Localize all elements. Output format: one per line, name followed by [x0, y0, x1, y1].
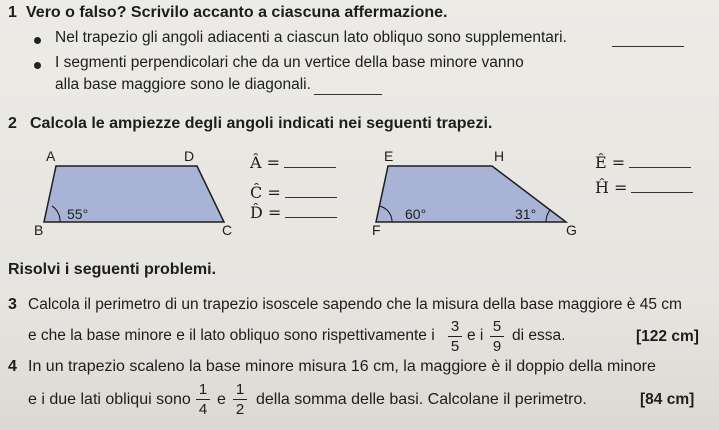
p4-f2-numerator: 1 — [235, 381, 245, 398]
p4-line-2b: della somma delle basi. Calcolane il perimetro. — [256, 391, 587, 408]
angle-g-value: 31° — [515, 206, 537, 222]
bullet-1 — [34, 37, 41, 44]
ex2-title: Calcola le ampiezze degli angoli indicati nei seguenti trapezi. — [30, 115, 493, 132]
p3-f2-numerator: 5 — [492, 318, 502, 335]
p4-number: 4 — [8, 358, 17, 375]
p4-f1-numerator: 1 — [198, 381, 208, 398]
p3-mid: e i — [467, 327, 484, 344]
ex1-statement-2a: I segmenti perpendicolari che da un vertice della base minore vanno — [55, 54, 524, 71]
vertex-f: F — [372, 222, 381, 238]
p3-line-2a: e che la base minore e il lato obliquo sono rispettivamente i — [28, 327, 435, 344]
p4-f2-denominator: 2 — [235, 401, 245, 418]
blank-angle-c[interactable] — [285, 197, 337, 198]
question-angle-h — [595, 178, 693, 197]
p3-f1-numerator: 3 — [450, 318, 460, 335]
bullet-2 — [34, 62, 41, 69]
vertex-h: H — [494, 148, 505, 164]
blank-angle-e[interactable] — [629, 167, 691, 168]
p3-f1-denominator: 5 — [450, 338, 460, 355]
p3-fraction-1 — [448, 318, 462, 355]
p4-line-2a: e i due lati obliqui sono — [28, 391, 191, 408]
vertex-b: B — [34, 222, 44, 238]
p3-number: 3 — [8, 296, 17, 313]
vertex-e: E — [384, 148, 394, 164]
ex1-statement-1: Nel trapezio gli angoli adiacenti a ciascun lato obliquo sono supplementari. — [55, 29, 567, 46]
label-angle-a: Â = — [250, 153, 281, 172]
blank-angle-h[interactable] — [631, 192, 693, 193]
answer-line-1[interactable] — [612, 45, 684, 47]
vertex-c: C — [222, 222, 233, 238]
label-angle-h: Ĥ = — [595, 178, 628, 197]
question-angle-a — [250, 153, 336, 172]
answer-line-2[interactable] — [314, 93, 382, 95]
angle-b-value: 55° — [67, 206, 89, 222]
ex1-statement-2b: alla base maggiore sono le diagonali. — [55, 76, 311, 93]
p3-line-1: Calcola il perimetro di un trapezio isoscele sapendo che la misura della base maggiore è 45 cm — [28, 296, 682, 313]
p3-line-2b: di essa. — [512, 327, 566, 344]
vertex-g: G — [566, 222, 577, 238]
ex1-number: 1 — [8, 4, 17, 21]
p3-answer: [122 cm] — [636, 328, 699, 345]
question-angle-e — [595, 153, 691, 172]
p4-line-1: In un trapezio scaleno la base minore misura 16 cm, la maggiore è il doppio della minore — [28, 358, 656, 375]
ex2-number: 2 — [8, 115, 17, 132]
trapezoid-abcd — [30, 160, 240, 230]
vertex-a: A — [46, 148, 56, 164]
p4-fraction-1 — [196, 381, 210, 418]
p4-mid: e — [217, 391, 226, 408]
ex1-title: Vero o falso? Scrivilo accanto a ciascuna affermazione. — [26, 4, 448, 21]
p4-answer: [84 cm] — [640, 391, 695, 408]
angle-f-value: 60° — [405, 206, 427, 222]
p4-f1-denominator: 4 — [198, 401, 208, 418]
p3-fraction-2 — [490, 318, 504, 355]
question-angle-d — [250, 203, 337, 222]
label-angle-c: Ĉ = — [250, 183, 281, 202]
question-angle-c — [250, 183, 337, 202]
trapezoid-efgh — [370, 160, 590, 230]
label-angle-e: Ê = — [595, 153, 626, 172]
label-angle-d: D̂ = — [250, 203, 282, 222]
p4-fraction-2 — [233, 381, 247, 418]
p3-f2-denominator: 9 — [492, 338, 502, 355]
blank-angle-d[interactable] — [285, 217, 337, 218]
problems-heading: Risolvi i seguenti problemi. — [8, 261, 217, 278]
blank-angle-a[interactable] — [284, 167, 336, 168]
vertex-d: D — [184, 148, 195, 164]
